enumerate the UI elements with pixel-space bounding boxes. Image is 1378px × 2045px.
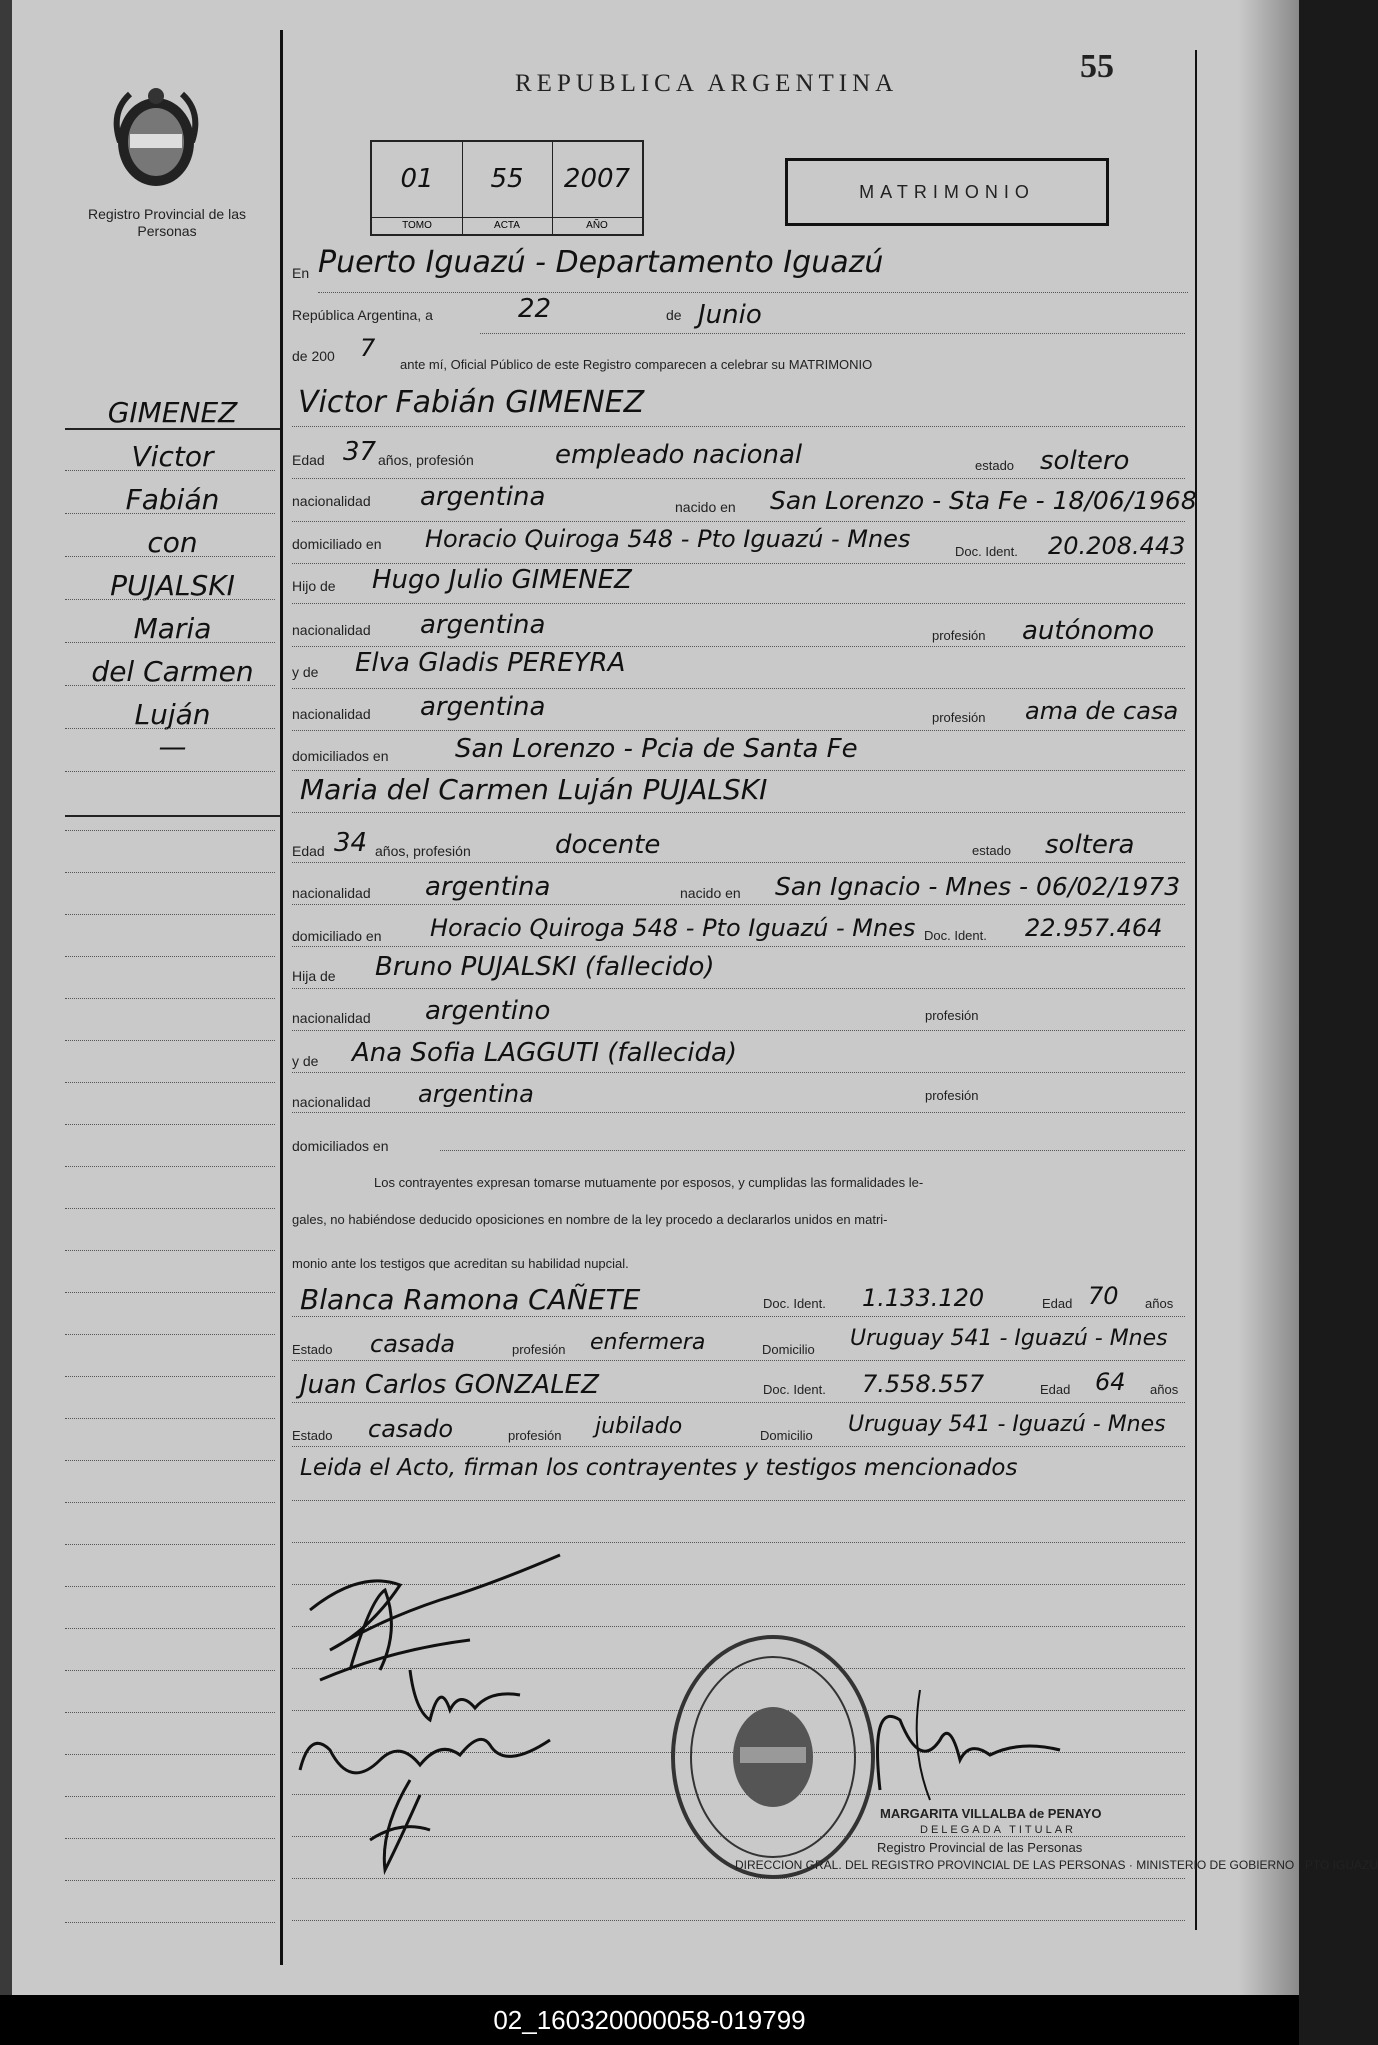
bride-father-nac-label: nacionalidad xyxy=(292,1010,371,1026)
intro-statement: ante mí, Oficial Público de este Registro comparecen a celebrar su MATRIMONIO xyxy=(400,357,873,372)
anio-label: AÑO xyxy=(552,217,642,234)
bride-hija-label: Hija de xyxy=(292,968,336,984)
side-name-0: GIMENEZ xyxy=(107,396,238,429)
bride-father: Bruno PUJALSKI (fallecido) xyxy=(375,952,715,982)
groom-nac-label: nacionalidad xyxy=(292,493,371,509)
bride-edad-label: Edad xyxy=(292,843,325,859)
groom-prof-label: años, profesión xyxy=(378,452,474,468)
groom-hijo-label: Hijo de xyxy=(292,578,336,594)
page-edge-left xyxy=(0,0,12,1995)
bride-name: Maria del Carmen Luján PUJALSKI xyxy=(300,773,768,806)
side-rule xyxy=(65,830,275,831)
acta-cell xyxy=(462,142,553,234)
rule xyxy=(292,862,1185,863)
witness-1-edad-label: Edad xyxy=(1042,1296,1073,1311)
witness-2-estado: casado xyxy=(368,1415,454,1443)
side-rule xyxy=(65,599,275,600)
bride-yde-label: y de xyxy=(292,1053,319,1069)
witness-2-name: Juan Carlos GONZALEZ xyxy=(300,1370,599,1400)
groom-mother: Elva Gladis PEREYRA xyxy=(355,648,626,678)
groom-dom-label: domiciliado en xyxy=(292,536,382,552)
rule xyxy=(292,1500,1185,1501)
rule xyxy=(292,770,1185,771)
groom-father-profession: autónomo xyxy=(1022,616,1155,646)
rule xyxy=(440,1150,1185,1151)
bride-profession: docente xyxy=(555,830,661,860)
declaration-line-1: gales, no habiéndose deducido oposiciones en nombre de la ley procedo a declararlos unidos en matri- xyxy=(292,1212,888,1227)
witness-2-prof-label: profesión xyxy=(508,1428,562,1443)
groom-father-prof-label: profesión xyxy=(932,628,986,643)
groom-domiciliados-label: domiciliados en xyxy=(292,748,389,764)
witness-1-doc: 1.133.120 xyxy=(862,1284,985,1312)
bride-prof-label: años, profesión xyxy=(375,843,471,859)
tomo-label: TOMO xyxy=(372,217,462,234)
bride-doc: 22.957.464 xyxy=(1025,914,1163,942)
groom-birth: San Lorenzo - Sta Fe - 18/06/1968 xyxy=(770,486,1197,515)
groom-address: Horacio Quiroga 548 - Pto Iguazú - Mnes xyxy=(425,525,911,553)
rule xyxy=(292,478,1185,479)
side-name-8: — xyxy=(158,730,187,763)
witness-1-age: 70 xyxy=(1088,1282,1119,1310)
rule xyxy=(292,603,1185,604)
rule xyxy=(292,1920,1185,1921)
bride-father-prof-label: profesión xyxy=(925,1008,979,1023)
bride-father-nationality: argentino xyxy=(425,996,551,1026)
bride-nationality: argentina xyxy=(425,872,551,902)
side-rule xyxy=(65,1544,275,1545)
seal-text: DIRECCION GRAL. DEL REGISTRO PROVINCIAL DE LAS PERSONAS · MINISTERIO DE GOBIERNO · PTO IGUAZU xyxy=(735,1858,1378,1872)
official-name: MARGARITA VILLALBA de PENAYO xyxy=(880,1806,1102,1821)
groom-doc-label: Doc. Ident. xyxy=(955,544,1018,559)
witness-2-doc-label: Doc. Ident. xyxy=(763,1382,826,1397)
side-rule xyxy=(65,1334,275,1335)
record-control-box xyxy=(370,140,644,236)
side-rule xyxy=(65,556,275,557)
bride-nacido-label: nacido en xyxy=(680,885,741,901)
groom-parents-address: San Lorenzo - Pcia de Santa Fe xyxy=(455,734,858,764)
witness-1-dom-label: Domicilio xyxy=(762,1342,815,1357)
provincial-emblem-icon xyxy=(110,82,202,192)
side-rule xyxy=(65,513,275,514)
rule xyxy=(480,333,1185,334)
witness-1-name: Blanca Ramona CAÑETE xyxy=(300,1283,641,1316)
acta-value: 55 xyxy=(490,164,524,194)
side-rule xyxy=(65,998,275,999)
official-title: DELEGADA TITULAR xyxy=(920,1824,1076,1836)
witness-2-doc: 7.558.557 xyxy=(862,1370,985,1398)
rule xyxy=(292,988,1185,989)
side-rule xyxy=(65,642,275,643)
rule xyxy=(292,730,1185,731)
footer-code: 02_160320000058-019799 xyxy=(0,1995,1299,2045)
side-rule xyxy=(65,1838,275,1839)
groom-profession: empleado nacional xyxy=(555,440,803,470)
side-rule xyxy=(65,1082,275,1083)
official-seal-icon xyxy=(668,1632,878,1882)
rule xyxy=(292,1402,1185,1403)
margin-line xyxy=(280,30,283,1965)
tomo-cell xyxy=(372,142,463,234)
side-rule xyxy=(65,685,275,686)
witness-2-anos-label: años xyxy=(1150,1382,1179,1397)
groom-estado: soltero xyxy=(1040,446,1130,476)
side-rule xyxy=(65,1250,275,1251)
side-rule xyxy=(65,872,275,873)
acta-label: ACTA xyxy=(462,217,552,234)
side-rule xyxy=(65,771,275,772)
bride-mother: Ana Sofia LAGGUTI (fallecida) xyxy=(352,1038,738,1068)
closing-statement: Leida el Acto, firman los contrayentes y testigos mencionados xyxy=(300,1455,1018,1481)
rule xyxy=(318,292,1188,293)
side-name-5: Maria xyxy=(133,612,212,645)
bride-doc-label: Doc. Ident. xyxy=(924,928,987,943)
registry-label: Registro Provincial de las Personas xyxy=(88,206,246,239)
intro-de-label: de xyxy=(666,307,682,323)
witness-2-estado-label: Estado xyxy=(292,1428,333,1443)
side-name-3: con xyxy=(147,526,198,559)
witness-1-estado: casada xyxy=(370,1330,456,1358)
witness-1-estado-label: Estado xyxy=(292,1342,333,1357)
side-rule xyxy=(65,1796,275,1797)
groom-doc: 20.208.443 xyxy=(1048,532,1186,560)
intro-day: 22 xyxy=(518,294,552,324)
groom-edad-label: Edad xyxy=(292,452,325,468)
rule xyxy=(292,521,1185,522)
bride-age: 34 xyxy=(334,828,368,858)
rule xyxy=(292,1112,1185,1113)
record-type-box: MATRIMONIO xyxy=(785,158,1109,226)
groom-father-nac-label: nacionalidad xyxy=(292,622,371,638)
side-rule xyxy=(65,1670,275,1671)
rule xyxy=(292,1316,1185,1317)
side-rule xyxy=(65,1166,275,1167)
side-name-1: Victor xyxy=(131,440,214,473)
groom-estado-label: estado xyxy=(975,458,1015,473)
bride-estado-label: estado xyxy=(972,843,1012,858)
intro-en-label: En xyxy=(292,265,310,281)
groom-age: 37 xyxy=(343,437,377,467)
bride-mother-nac-label: nacionalidad xyxy=(292,1094,371,1110)
side-name-2: Fabián xyxy=(125,483,220,516)
declaration-line-0: Los contrayentes expresan tomarse mutuamente por esposos, y cumplidas las formalidades le- xyxy=(374,1175,924,1190)
bride-estado: soltera xyxy=(1045,830,1135,860)
side-rule xyxy=(65,1418,275,1419)
groom-mother-nac-label: nacionalidad xyxy=(292,706,371,722)
side-rule xyxy=(65,1040,275,1041)
intro-place: Puerto Iguazú - Departamento Iguazú xyxy=(318,245,884,280)
side-rule xyxy=(65,1460,275,1461)
side-rule xyxy=(65,1124,275,1125)
bride-dom-label: domiciliado en xyxy=(292,928,382,944)
witness-1-profession: enfermera xyxy=(590,1330,706,1355)
page-number: 55 xyxy=(1080,48,1114,85)
rule xyxy=(292,904,1185,905)
groom-mother-profession: ama de casa xyxy=(1025,697,1179,725)
side-rule xyxy=(65,728,275,729)
side-divider-bottom xyxy=(65,815,280,817)
witness-2-edad-label: Edad xyxy=(1040,1382,1071,1397)
intro-year-digit: 7 xyxy=(360,334,376,362)
rule xyxy=(292,426,1185,427)
tomo-value: 01 xyxy=(400,164,434,194)
witness-2-age: 64 xyxy=(1095,1368,1126,1396)
side-rule xyxy=(65,1628,275,1629)
rule xyxy=(292,688,1185,689)
groom-father: Hugo Julio GIMENEZ xyxy=(372,565,632,595)
side-rule xyxy=(65,1922,275,1923)
declaration-line-2: monio ante los testigos que acreditan su habilidad nupcial. xyxy=(292,1256,629,1271)
witness-2-profession: jubilado xyxy=(595,1414,683,1439)
side-rule xyxy=(65,1880,275,1881)
groom-mother-nationality: argentina xyxy=(420,692,546,722)
witness-1-prof-label: profesión xyxy=(512,1342,566,1357)
rule xyxy=(292,812,1185,813)
intro-month: Junio xyxy=(698,300,762,330)
groom-mother-prof-label: profesión xyxy=(932,710,986,725)
side-rule xyxy=(65,1754,275,1755)
side-rule xyxy=(65,1208,275,1209)
side-name-7: Luján xyxy=(134,698,211,731)
side-rule xyxy=(65,1292,275,1293)
signatures-icon xyxy=(290,1540,590,1900)
witness-1-address: Uruguay 541 - Iguazú - Mnes xyxy=(850,1326,1168,1351)
official-signature-icon xyxy=(860,1680,1090,1810)
side-rule xyxy=(65,470,275,471)
side-rule xyxy=(65,914,275,915)
bride-mother-nationality: argentina xyxy=(418,1080,534,1108)
side-rule xyxy=(65,1376,275,1377)
intro-year-label: de 200 xyxy=(292,348,335,364)
rule xyxy=(292,1446,1185,1447)
page-edge-shadow xyxy=(1239,0,1299,1995)
rule xyxy=(292,1030,1185,1031)
side-rule xyxy=(65,1586,275,1587)
side-rule xyxy=(65,956,275,957)
bride-nac-label: nacionalidad xyxy=(292,885,371,901)
rule xyxy=(292,646,1185,647)
groom-nacido-label: nacido en xyxy=(675,499,736,515)
side-name-6: del Carmen xyxy=(91,655,254,688)
right-border-line xyxy=(1195,50,1197,1930)
country-title: REPUBLICA ARGENTINA xyxy=(515,70,899,97)
groom-father-nationality: argentina xyxy=(420,610,546,640)
side-rule xyxy=(65,1712,275,1713)
bride-birth: San Ignacio - Mnes - 06/02/1973 xyxy=(775,872,1181,901)
bride-mother-prof-label: profesión xyxy=(925,1088,979,1103)
groom-yde-label: y de xyxy=(292,664,319,680)
side-name-4: PUJALSKI xyxy=(110,569,235,602)
rule xyxy=(292,1360,1185,1361)
rule xyxy=(292,946,1185,947)
groom-nationality: argentina xyxy=(420,482,546,512)
witness-1-doc-label: Doc. Ident. xyxy=(763,1296,826,1311)
side-rule xyxy=(65,1502,275,1503)
bride-address: Horacio Quiroga 548 - Pto Iguazú - Mnes xyxy=(430,914,916,942)
witness-2-dom-label: Domicilio xyxy=(760,1428,813,1443)
witness-1-anos-label: años xyxy=(1145,1296,1174,1311)
anio-value: 2007 xyxy=(563,164,631,194)
official-org: Registro Provincial de las Personas xyxy=(877,1840,1083,1855)
bride-domiciliados-label: domiciliados en xyxy=(292,1138,389,1154)
intro-rep-label: República Argentina, a xyxy=(292,307,433,323)
anio-cell xyxy=(552,142,642,234)
rule xyxy=(292,563,1185,564)
witness-2-address: Uruguay 541 - Iguazú - Mnes xyxy=(848,1412,1166,1437)
groom-name: Victor Fabián GIMENEZ xyxy=(298,385,645,420)
rule xyxy=(292,1072,1185,1073)
